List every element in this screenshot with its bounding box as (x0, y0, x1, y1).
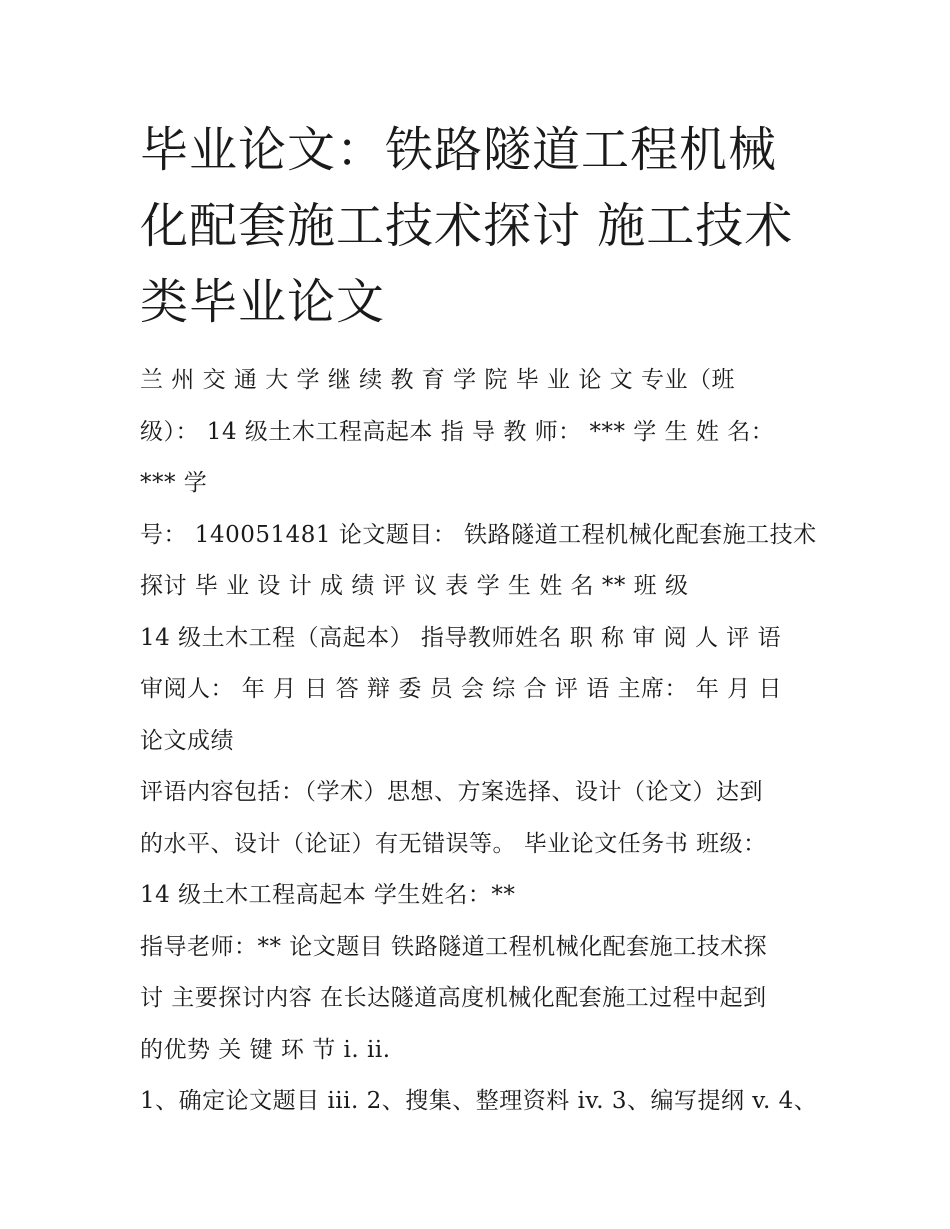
document-title (140, 112, 830, 340)
body-line: 14 级土木工程高起本 学生姓名：** (140, 882, 516, 908)
title-line: 化配套施工技术探讨 施工技术 (140, 198, 794, 254)
body-line: 审阅人： 年 月 日 答 辩 委 员 会 综 合 评 语 主席： 年 月 日 (140, 676, 782, 702)
body-line: 的优势 关 键 环 节 i. ii. (140, 1036, 391, 1063)
title-line: 毕业论文：铁路隧道工程机械 (140, 122, 778, 178)
body-line: 的水平、设计（论证）有无错误等。 毕业论文任务书 班级： (140, 830, 767, 857)
body-line: 兰 州 交 通 大 学 继 续 教 育 学 院 毕 业 论 文 专业（班 (140, 367, 735, 393)
body-line: 评语内容包括：（学术）思想、方案选择、设计（论文）达到 (140, 779, 763, 805)
body-line: 1、确定论文题目 iii. 2、搜集、整理资料 iv. 3、编写提纲 v. 4、 (140, 1088, 818, 1114)
body-line: 指导老师：** 论文题目 铁路隧道工程机械化配套施工技术探 (140, 933, 768, 960)
body-line: 级）： 14 级土木工程高起本 指 导 教 师： *** 学 生 姓 名： (140, 418, 775, 445)
body-line: 探讨 毕 业 设 计 成 绩 评 议 表 学 生 姓 名 ** 班 级 (140, 573, 689, 599)
title-line: 类毕业论文 (140, 274, 386, 330)
body-line: *** 学 (140, 470, 208, 496)
body-line: 号： 140051481 论文题目： 铁路隧道工程机械化配套施工技术 (140, 521, 817, 548)
document-body (140, 355, 830, 1128)
body-line: 14 级土木工程（高起本） 指导教师姓名 职 称 审 阅 人 评 语 (140, 624, 782, 651)
body-line: 论文成绩 (140, 727, 234, 754)
body-line: 讨 主要探讨内容 在长达隧道高度机械化配套施工过程中起到 (140, 985, 767, 1011)
